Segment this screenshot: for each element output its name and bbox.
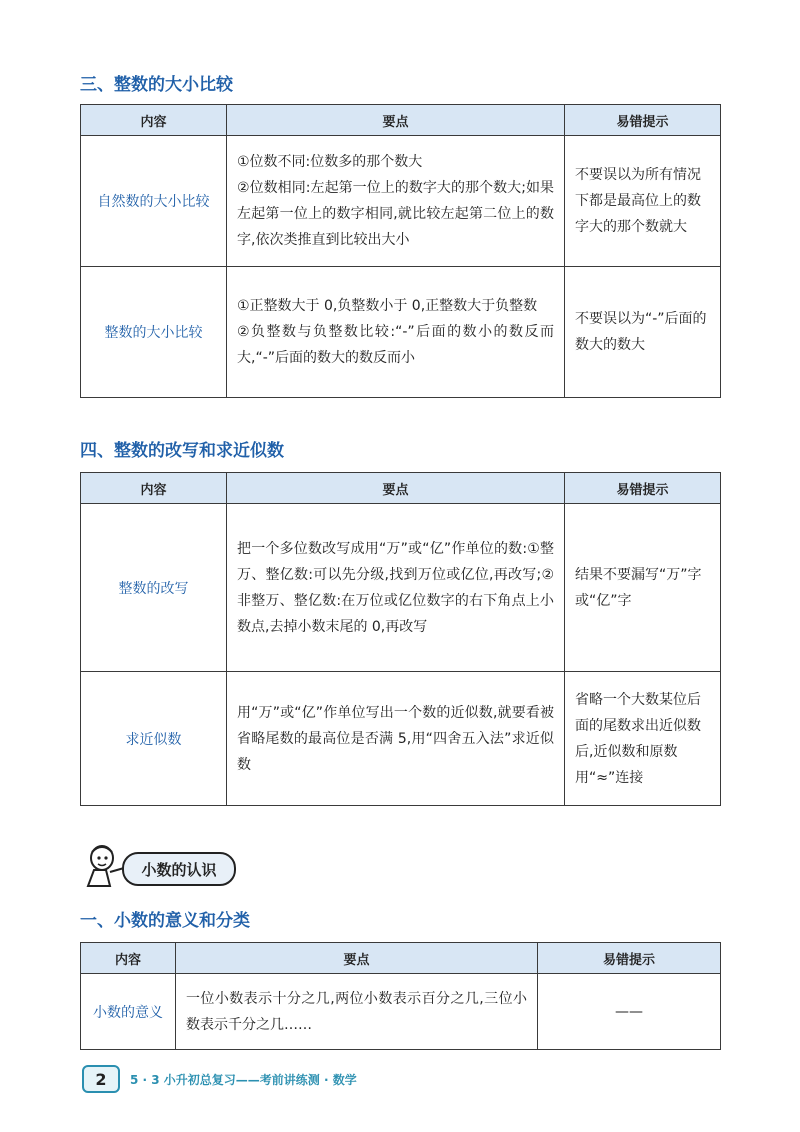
row-points [227, 267, 565, 398]
book-title: 5 · 3 小升初总复习——考前讲练测 · 数学 [130, 1072, 357, 1087]
subsection-badge: 小数的认识 [122, 852, 236, 886]
table-header-row [81, 943, 721, 974]
point-text: 把一个多位数改写成用“万”或“亿”作单位的数:①整万、整亿数:可以先分级,找到万位或亿位,再改写;②非整万、整亿数:在万位或亿位数字的右下角点上小数点,去掉小数末尾的 0,再改写 [237, 540, 554, 635]
header-key-points: 要点 [227, 105, 565, 136]
table-row [81, 504, 721, 672]
row-points [227, 672, 565, 806]
table-decimal-meaning [80, 942, 721, 1050]
table-row [81, 267, 721, 398]
row-name: 小数的意义 [81, 974, 176, 1050]
header-content: 内容 [81, 105, 227, 136]
row-hint: 不要误以为所有情况下都是最高位上的数字大的那个数就大 [565, 136, 721, 267]
section-heading-integer-rewrite: 四、整数的改写和求近似数 [80, 441, 284, 461]
row-points [227, 136, 565, 267]
header-error-hint: 易错提示 [565, 473, 721, 504]
point-text: 用“万”或“亿”作单位写出一个数的近似数,就要看被省略尾数的最高位是否满 5,用“四舍五入法”求近似数 [237, 704, 554, 773]
page-footer [82, 1066, 357, 1092]
point-text: ②位数相同:左起第一位上的数字大的那个数大;如果左起第一位上的数字相同,就比较左起第二位上的数字,依次类推直到比较出大小 [237, 180, 554, 248]
header-key-points: 要点 [176, 943, 538, 974]
table-header-row [81, 105, 721, 136]
point-text: ①位数不同:位数多的那个数大 [237, 154, 423, 170]
header-content: 内容 [81, 943, 176, 974]
section-heading-integer-comparison: 三、整数的大小比较 [80, 75, 233, 95]
section-heading-decimal-meaning: 一、小数的意义和分类 [80, 911, 250, 931]
header-error-hint: 易错提示 [565, 105, 721, 136]
point-text: 一位小数表示十分之几,两位小数表示百分之几,三位小数表示千分之几…… [186, 990, 527, 1033]
row-name: 整数的大小比较 [81, 267, 227, 398]
row-name: 自然数的大小比较 [81, 136, 227, 267]
page-number: 2 [82, 1065, 120, 1093]
row-name: 求近似数 [81, 672, 227, 806]
header-error-hint: 易错提示 [538, 943, 721, 974]
table-row [81, 136, 721, 267]
table-row [81, 672, 721, 806]
table-header-row [81, 473, 721, 504]
row-hint: 结果不要漏写“万”字或“亿”字 [565, 504, 721, 672]
row-points [176, 974, 538, 1050]
table-integer-rewrite [80, 472, 721, 806]
row-hint: 不要误以为“-”后面的数大的数大 [565, 267, 721, 398]
row-points [227, 504, 565, 672]
row-name: 整数的改写 [81, 504, 227, 672]
point-text: ①正整数大于 0,负整数小于 0,正整数大于负整数 [237, 298, 538, 314]
table-row [81, 974, 721, 1050]
point-text: ②负整数与负整数比较:“-”后面的数小的数反而大,“-”后面的数大的数反而小 [237, 324, 554, 366]
header-content: 内容 [81, 473, 227, 504]
row-hint: —— [538, 974, 721, 1050]
header-key-points: 要点 [227, 473, 565, 504]
row-hint: 省略一个大数某位后面的尾数求出近似数后,近似数和原数用“≈”连接 [565, 672, 721, 806]
subsection-title [80, 842, 280, 890]
table-integer-comparison [80, 104, 721, 398]
